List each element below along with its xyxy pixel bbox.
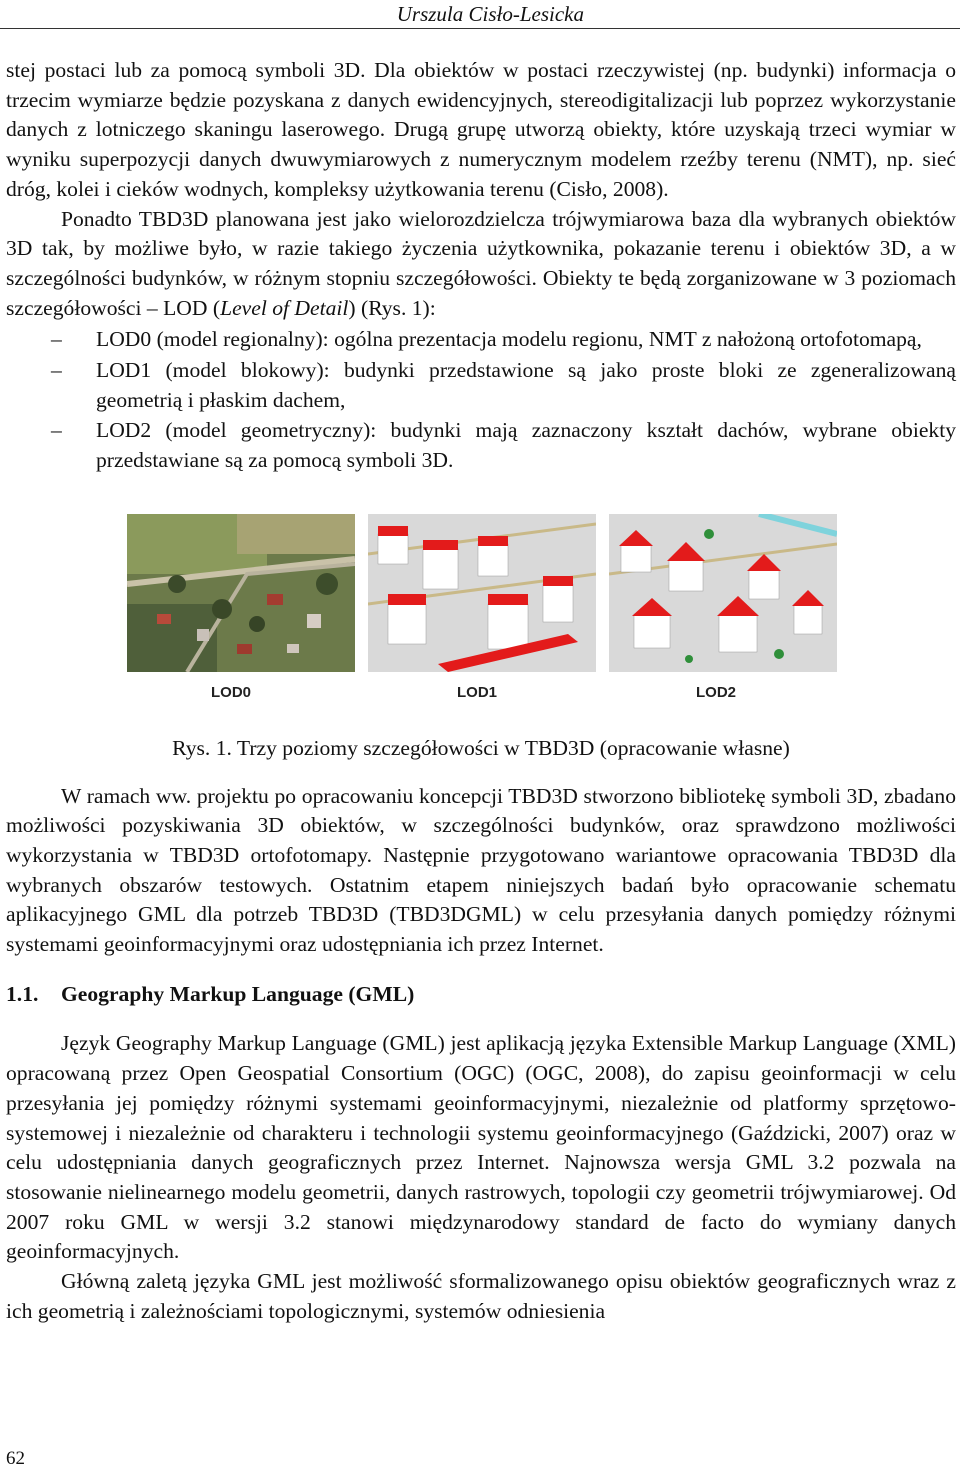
figure-label-lod0: LOD0 — [211, 683, 252, 701]
italic-term: Level of Detail — [220, 295, 349, 320]
figure-lod — [6, 492, 956, 732]
header-rule — [0, 28, 960, 29]
figure-panel-lod0 — [127, 514, 355, 672]
text-run: ) (Rys. 1): — [348, 295, 436, 320]
figure-panel-lod1 — [368, 514, 596, 672]
page-number: 62 — [6, 1448, 25, 1469]
section-number: 1.1. — [6, 981, 39, 1006]
list-dash: – — [51, 358, 62, 383]
list-dash: – — [51, 327, 62, 352]
paragraph-lod-intro — [6, 205, 956, 324]
figure-label-lod1: LOD1 — [457, 683, 498, 701]
list-item-text: LOD1 (model blokowy): budynki przedstawione są jako proste bloki ze zgeneralizowaną geometrią i płaskim dachem, — [96, 358, 956, 412]
figure-label-lod2: LOD2 — [696, 683, 737, 701]
paragraph-gml-1: Język Geography Markup Language (GML) jest aplikacją języka Extensible Markup Language (XML) opracowaną przez Open Geospatial Consortium (OGC) (OGC, 2008), do zapisu geoinformacji w celu przesyłania jej pomiędzy różnymi systemami geoinformacyjnymi, niezależnie od platformy sprzętowo-systemowej i niezależnie od charakteru i technologii systemu geoinformacyjnego (Gaździcki, 2007) oraz w celu udostępniania danych geograficznych przez Internet. Najnowsza wersja GML 3.2 pozwala na stosowanie nielinearnego modelu geometrii, danych rastrowych, topologii czy geometrii trójwymiarowej. Od 2007 roku GML w wersji 3.2 stanowi międzynarodowy standard de facto do wymiany danych geoinformacyjnych. — [6, 1031, 956, 1264]
figure-panel-lod2 — [609, 514, 837, 672]
list-item-text: LOD0 (model regionalny): ogólna prezentacja modelu regionu, NMT z nałożoną ortofotomapą, — [96, 327, 922, 352]
lod-list — [6, 325, 956, 476]
section-heading — [6, 980, 956, 1010]
page-body — [6, 56, 956, 1327]
list-item-lod0 — [6, 325, 956, 355]
page-header — [0, 0, 960, 30]
figure-caption: Rys. 1. Trzy poziomy szczegółowości w TBD3D (opracowanie własne) — [172, 735, 790, 760]
list-item-text: LOD2 (model geometryczny): budynki mają zaznaczony kształt dachów, wybrane obiekty przedstawiane są za pomocą symboli 3D. — [96, 418, 956, 473]
list-item-lod2 — [6, 416, 956, 475]
paragraph-gml-2: Główną zaletą języka GML jest możliwość sformalizowanego opisu obiektów geograficznych wraz z ich geometrią i zależnościami topologicznymi, systemów odniesienia — [6, 1269, 956, 1323]
section-title: Geography Markup Language (GML) — [61, 981, 415, 1006]
text-run: Ponadto TBD3D planowana jest jako wielorozdzielcza trójwymiarowa baza dla wybranych obiektów 3D tak, by możliwe było, w razie takiego życzenia użytkownika, pokazanie terenu i obiektów 3D, a w szczególności budynków, w różnym stopniu szczegółowości. Obiekty te będą zorganizowane w 3 poziomach szczegółowości – LOD ( — [6, 206, 956, 320]
running-header-author: Urszula Cisło-Lesicka — [396, 2, 584, 26]
paragraph-continuation: stej postaci lub za pomocą symboli 3D. Dla obiektów w postaci rzeczywistej (np. budynki) informacja o trzecim wymiarze będzie pozyskana z danych ewidencyjnych, stereodigitalizacji lub poprzez wykorzystanie danych z lotniczego skaningu laserowego. Drugą grupę utworzą obiekty, które uzyskają trzeci wymiar w wyniku superpozycji danych dwuwymiarowych z numerycznym modelem rzeźby terenu (NMT), np. sieć dróg, kolei i cieków wodnych, kompleksy użytkowania terenu (Cisło, 2008). — [6, 58, 956, 201]
list-item-lod1 — [6, 356, 956, 415]
orthophoto-image — [127, 514, 355, 672]
list-dash: – — [51, 418, 62, 443]
block-model-image — [368, 514, 596, 672]
paragraph-project: W ramach ww. projektu po opracowaniu koncepcji TBD3D stworzono bibliotekę symboli 3D, zbadano możliwości pozyskiwania 3D obiektów, w szczególności budynków, oraz sprawdzono możliwości wykorzystania w TBD3D ortofotomapy. Następnie przygotowano wariantowe opracowania TBD3D dla wybranych obszarów testowych. Ostatnim etapem niniejszych badań było opracowanie schematu aplikacyjnego GML dla potrzeb TBD3D (TBD3DGML) w celu przesyłania danych pomiędzy różnymi systemami geoinformacyjnymi oraz udostępniania ich przez Internet. — [6, 783, 956, 957]
geometric-model-image — [609, 514, 837, 672]
